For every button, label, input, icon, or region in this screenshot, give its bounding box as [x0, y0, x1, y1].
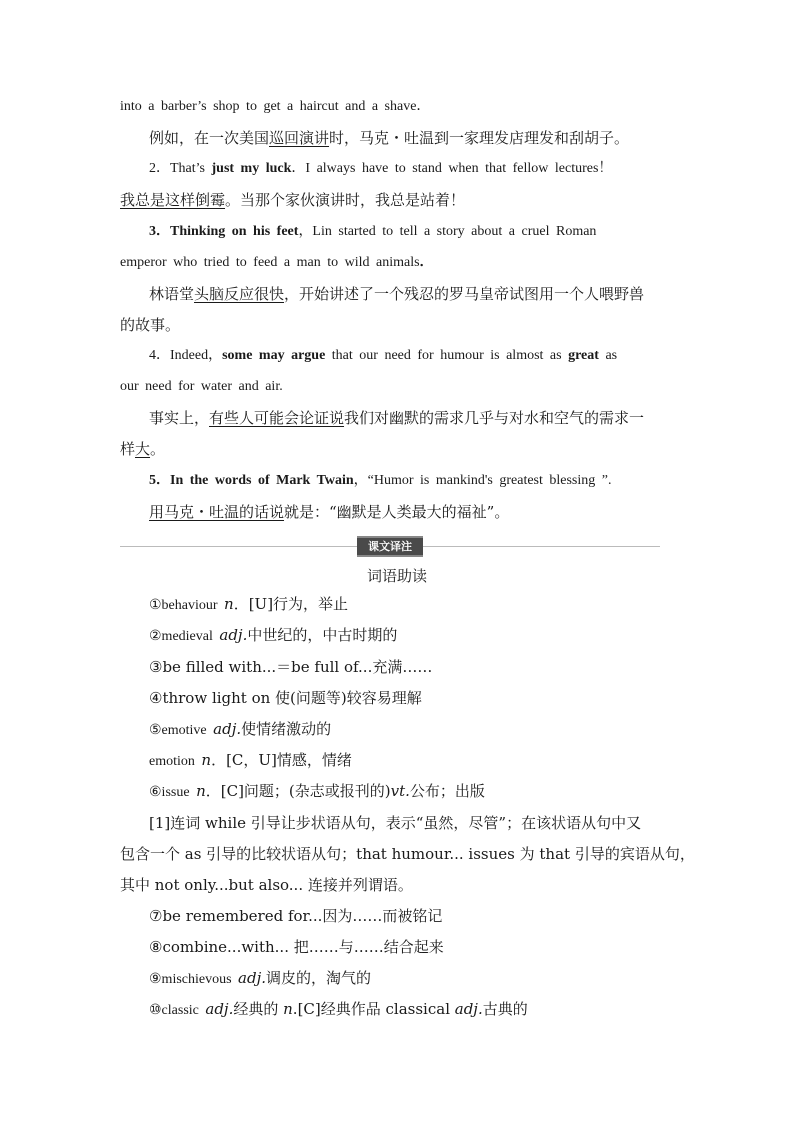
translation-item-5: 用马克・吐温的话说就是：“幽默是人类最大的福祉”。: [149, 503, 510, 521]
example-item-2: 2．That’s just my luck．I always have to stand when that fellow lectures！: [149, 161, 613, 176]
vocab-item-7: ⑦be remembered for...因为……而被铭记: [149, 907, 443, 925]
vocab-item-10: ⑩classic adj.经典的 n.[C]经典作品 classical adj.古典的: [149, 1000, 528, 1018]
vocab-item-9: ⑨mischievous adj.调皮的，淘气的: [149, 969, 372, 987]
grammar-note-cont: 包含一个 as 引导的比较状语从句；that humour... issues 为 that 引导的宾语从句，: [120, 845, 695, 863]
vocab-item-5b: emotion n．[C，U]情感，情绪: [149, 751, 352, 769]
translation-item-3: 林语堂头脑反应很快，开始讲述了一个残忍的罗马皇帝试图用一个人喂野兽: [149, 285, 645, 303]
vocab-item-3: ③be filled with...＝be full of...充满……: [149, 658, 433, 676]
example-item-5: 5．In the words of Mark Twain，“Humor is mankind's greatest blessing ”.: [149, 473, 612, 488]
grammar-note: [1]连词 while 引导让步状语从句，表示“虽然，尽管”；在该状语从句中又: [149, 814, 642, 832]
vocab-item-6: ⑥issue n．[C]问题；(杂志或报刊的)vt.公布；出版: [149, 782, 485, 800]
translation-line: 例如，在一次美国巡回演讲时，马克・吐温到一家理发店理发和刮胡子。: [149, 129, 630, 147]
vocab-item-5: ⑤emotive adj.使情绪激动的: [149, 720, 332, 738]
translation-item-2: 我总是这样倒霉。当那个家伙演讲时，我总是站着！: [120, 191, 466, 209]
vocab-title: 词语助读: [366, 567, 427, 585]
example-item-3: 3．Thinking on his feet，Lin started to tell a story about a cruel Roman: [149, 224, 597, 239]
vocab-item-8: ⑧combine...with... 把……与……结合起来: [149, 938, 444, 956]
translation-item-4: 事实上，有些人可能会论证说我们对幽默的需求几乎与对水和空气的需求一: [149, 409, 645, 427]
vocab-item-1: ①behaviour n．[U]行为，举止: [149, 595, 349, 613]
grammar-note-cont2: 其中 not only...but also... 连接并列谓语。: [120, 876, 413, 894]
example-item-4-cont: our need for water and air.: [120, 379, 283, 394]
example-item-4: 4．Indeed，some may argue that our need for humour is almost as great as: [149, 348, 618, 363]
sentence-continuation: into a barber’s shop to get a haircut and a shave．: [120, 99, 431, 114]
vocab-item-4: ④throw light on 使(问题等)较容易理解: [149, 689, 422, 707]
translation-item-3-cont: 的故事。: [120, 316, 181, 334]
section-tag: 课文译注: [357, 536, 423, 557]
vocab-item-2: ②medieval adj.中世纪的，中古时期的: [149, 626, 398, 644]
example-item-3-cont: emperor who tried to feed a man to wild animals．: [120, 255, 434, 270]
translation-item-4-cont: 样大。: [120, 440, 166, 458]
